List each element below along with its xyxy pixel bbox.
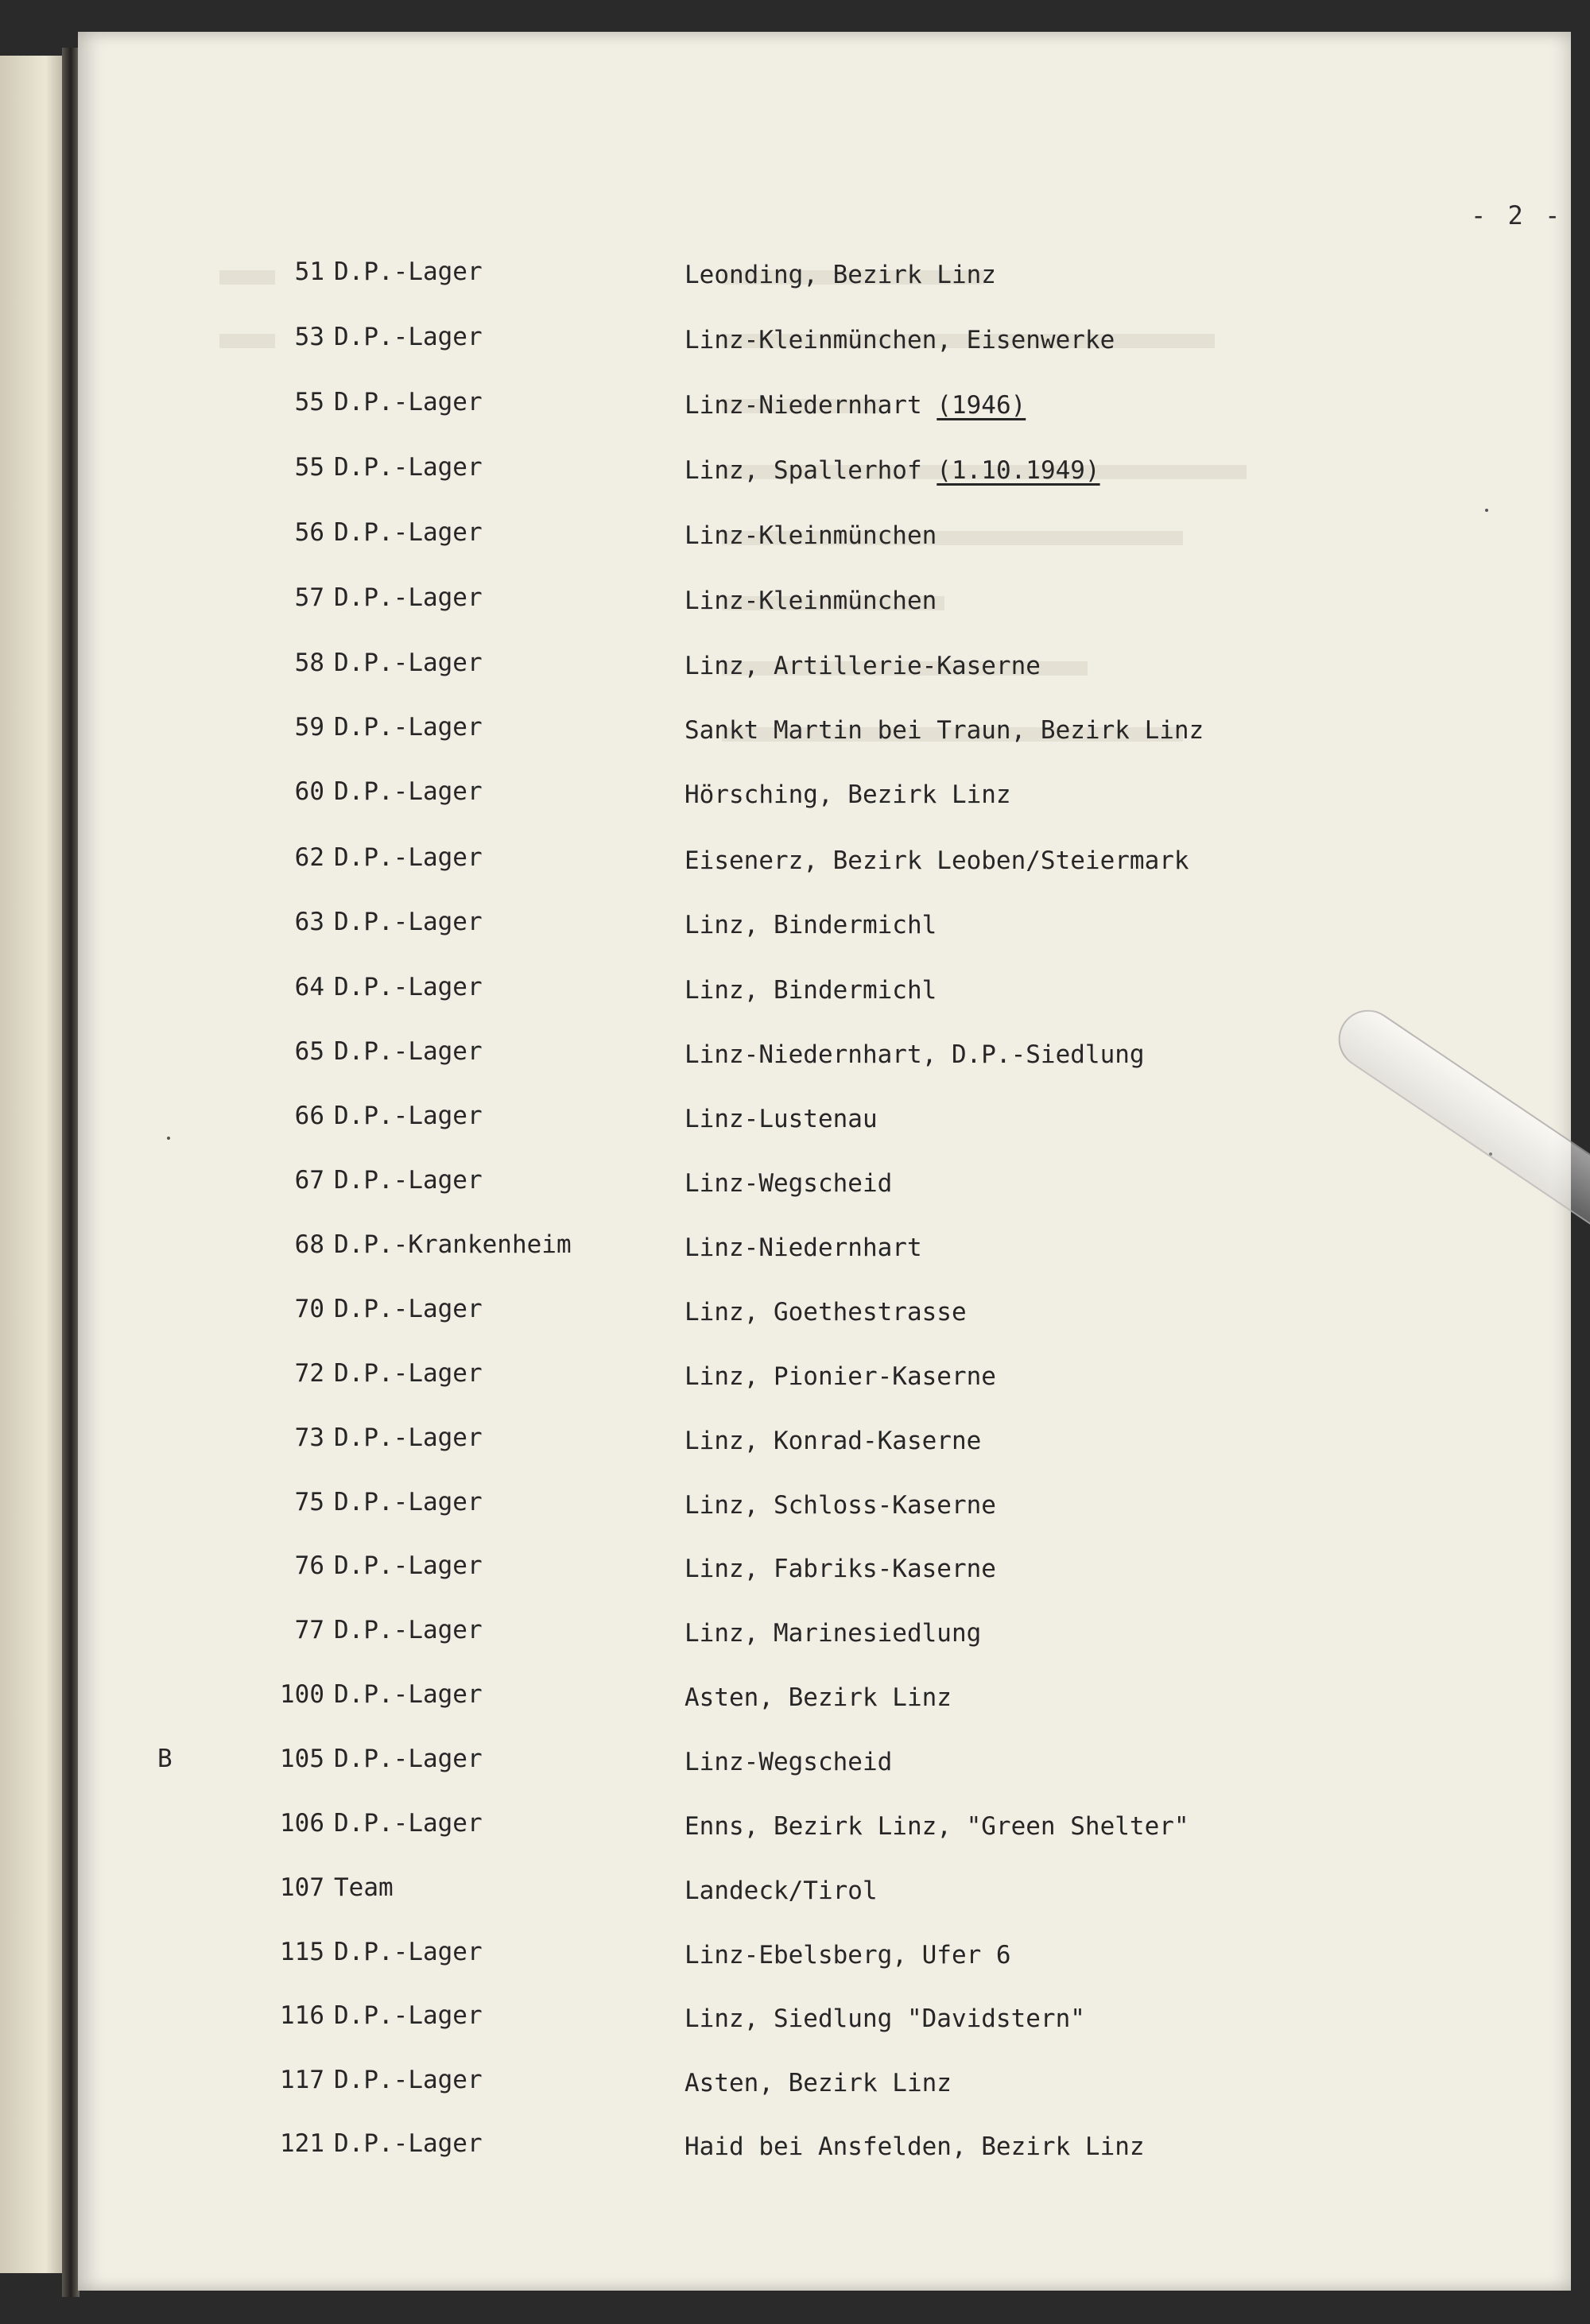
row-location (684, 1941, 1011, 1970)
row-type: D.P.-Lager (334, 973, 483, 1001)
row-mark: B (157, 1745, 173, 1773)
row-number: 60 (294, 777, 324, 806)
row-location-text: Landeck/Tirol (684, 1877, 878, 1905)
row-location (684, 1555, 996, 1583)
table-row (78, 1097, 1571, 1137)
table-row (78, 1290, 1571, 1330)
paper-speck (1485, 509, 1488, 512)
row-number: 55 (294, 388, 324, 416)
row-location-text: Linz-Wegscheid (684, 1748, 893, 1776)
row-number: 56 (294, 518, 324, 547)
table-row (78, 253, 1571, 292)
row-type: D.P.-Lager (334, 1166, 483, 1195)
row-type: D.P.-Lager (334, 453, 483, 482)
row-number: 72 (294, 1359, 324, 1388)
row-number: 75 (294, 1488, 324, 1516)
row-location (684, 1234, 922, 1262)
row-location-text: Linz-Kleinmünchen (684, 587, 937, 615)
row-type: D.P.-Lager (334, 518, 483, 547)
row-location (684, 1748, 892, 1776)
row-location (684, 716, 1204, 745)
table-row (78, 1869, 1571, 1908)
row-location-text: Linz, Fabriks-Kaserne (684, 1555, 996, 1583)
table-row (78, 1997, 1571, 2036)
row-location-text: Enns, Bezirk Linz, "Green Shelter" (684, 1812, 1189, 1841)
row-location-text: Hörsching, Bezirk Linz (684, 780, 1011, 809)
row-type: D.P.-Lager (334, 843, 483, 872)
row-number: 70 (294, 1295, 324, 1323)
row-type: Team (334, 1873, 394, 1902)
row-number: 58 (294, 649, 324, 677)
row-location (684, 1362, 996, 1391)
page-number: - 2 - (1471, 200, 1564, 230)
row-location-text: Linz, Goethestrasse (684, 1298, 967, 1327)
row-location (684, 780, 1011, 809)
row-location (684, 1877, 878, 1905)
row-location (684, 521, 937, 550)
table-row (78, 1933, 1571, 1973)
table-row (78, 1483, 1571, 1523)
row-location-text: Linz, Bindermichl (684, 976, 937, 1005)
table-row (78, 513, 1571, 553)
row-location (684, 2132, 1145, 2161)
row-type: D.P.-Lager (334, 1102, 483, 1130)
row-type: D.P.-Lager (334, 713, 483, 742)
row-type: D.P.-Lager (334, 1616, 483, 1644)
row-number: 67 (294, 1166, 324, 1195)
row-location-text: Linz-Niedernhart, D.P.-Siedlung (684, 1040, 1145, 1069)
table-row (78, 1740, 1571, 1780)
row-location-text: Linz, Artillerie-Kaserne (684, 652, 1041, 680)
row-type: D.P.-Lager (334, 1938, 483, 1966)
row-location-text: Haid bei Ansfelden, Bezirk Linz (684, 2132, 1145, 2161)
table-row (78, 644, 1571, 684)
row-type: D.P.-Lager (334, 1423, 483, 1452)
row-location-text: Linz-Niedernhart (684, 1234, 922, 1262)
row-location-text: Linz-Kleinmünchen (684, 521, 937, 550)
row-number: 55 (294, 453, 324, 482)
row-location-text: Linz, Bindermichl (684, 911, 937, 939)
row-location (684, 1491, 996, 1520)
row-location (684, 1683, 952, 1712)
row-type: D.P.-Lager (334, 323, 483, 351)
row-number: 65 (294, 1037, 324, 1066)
row-type: D.P.-Lager (334, 2001, 483, 2030)
row-number: 51 (294, 258, 324, 286)
row-location-text: Leonding, Bezirk Linz (684, 261, 996, 289)
row-type: D.P.-Lager (334, 1680, 483, 1709)
row-location-text: Linz, Spallerhof (684, 456, 922, 485)
row-location (684, 391, 1026, 420)
row-date: (1.10.1949) (937, 456, 1100, 485)
row-location-text: Linz-Wegscheid (684, 1169, 893, 1198)
row-number: 76 (294, 1551, 324, 1580)
row-location (684, 1619, 981, 1648)
row-type: D.P.-Lager (334, 1809, 483, 1838)
row-type: D.P.-Lager (334, 1488, 483, 1516)
row-number: 107 (280, 1873, 324, 1902)
row-number: 66 (294, 1102, 324, 1130)
table-row (78, 708, 1571, 748)
row-number: 77 (294, 1616, 324, 1644)
row-type: D.P.-Lager (334, 388, 483, 416)
table-row (78, 383, 1571, 423)
row-type: D.P.-Lager (334, 583, 483, 612)
row-type: D.P.-Lager (334, 777, 483, 806)
row-location (684, 1298, 967, 1327)
book-gutter (62, 48, 80, 2297)
table-row (78, 1419, 1571, 1458)
row-type: D.P.-Lager (334, 2129, 483, 2158)
table-row (78, 839, 1571, 878)
row-number: 68 (294, 1230, 324, 1259)
table-row (78, 1226, 1571, 1265)
row-location (684, 1169, 892, 1198)
row-location-text: Sankt Martin bei Traun, Bezirk Linz (684, 716, 1204, 745)
row-location (684, 1040, 1145, 1069)
row-number: 53 (294, 323, 324, 351)
paper-speck (167, 1137, 170, 1140)
row-type: D.P.-Lager (334, 1037, 483, 1066)
table-row (78, 1547, 1571, 1586)
row-location-text: Linz, Siedlung "Davidstern" (684, 2004, 1085, 2033)
row-number: 64 (294, 973, 324, 1001)
row-number: 116 (280, 2001, 324, 2030)
row-type: D.P.-Krankenheim (334, 1230, 572, 1259)
row-type: D.P.-Lager (334, 649, 483, 677)
row-location (684, 976, 937, 1005)
row-number: 117 (280, 2066, 324, 2094)
row-number: 121 (280, 2129, 324, 2158)
row-location-text: Linz-Niedernhart (684, 391, 922, 420)
row-location (684, 1812, 1189, 1841)
row-number: 73 (294, 1423, 324, 1452)
row-type: D.P.-Lager (334, 1295, 483, 1323)
row-type: D.P.-Lager (334, 258, 483, 286)
row-location-text: Linz, Schloss-Kaserne (684, 1491, 996, 1520)
table-row (78, 1161, 1571, 1201)
row-number: 105 (280, 1745, 324, 1773)
row-location (684, 326, 1115, 354)
row-type: D.P.-Lager (334, 1551, 483, 1580)
row-number: 59 (294, 713, 324, 742)
row-location-text: Linz-Lustenau (684, 1105, 878, 1133)
row-location-text: Linz, Pionier-Kaserne (684, 1362, 996, 1391)
row-location (684, 2069, 952, 2097)
row-type: D.P.-Lager (334, 1359, 483, 1388)
row-location (684, 261, 996, 289)
table-row (78, 448, 1571, 488)
row-number: 106 (280, 1809, 324, 1838)
row-location-text: Asten, Bezirk Linz (684, 1683, 952, 1712)
row-location (684, 911, 937, 939)
row-location (684, 456, 1100, 485)
table-row (78, 2061, 1571, 2101)
row-location-text: Linz-Kleinmünchen, Eisenwerke (684, 326, 1115, 354)
row-number: 63 (294, 908, 324, 936)
table-row (78, 1804, 1571, 1844)
row-location (684, 846, 1189, 875)
row-location (684, 1105, 878, 1133)
table-row (78, 318, 1571, 358)
table-row (78, 1675, 1571, 1715)
table-row (78, 968, 1571, 1008)
row-location-text: Asten, Bezirk Linz (684, 2069, 952, 2097)
table-row (78, 1611, 1571, 1651)
table-row (78, 903, 1571, 943)
table-row (78, 579, 1571, 618)
row-date: (1946) (937, 391, 1026, 420)
document-page (78, 32, 1571, 2291)
row-type: D.P.-Lager (334, 2066, 483, 2094)
row-location-text: Linz, Marinesiedlung (684, 1619, 982, 1648)
row-location (684, 652, 1041, 680)
table-row (78, 1354, 1571, 1394)
row-type: D.P.-Lager (334, 1745, 483, 1773)
row-location (684, 587, 937, 615)
row-number: 57 (294, 583, 324, 612)
facing-page-edge (0, 56, 65, 2273)
row-location-text: Eisenerz, Bezirk Leoben/Steiermark (684, 846, 1189, 875)
row-number: 115 (280, 1938, 324, 1966)
row-location-text: Linz, Konrad-Kaserne (684, 1427, 982, 1455)
row-location (684, 2004, 1085, 2033)
row-type: D.P.-Lager (334, 908, 483, 936)
row-number: 62 (294, 843, 324, 872)
row-location (684, 1427, 981, 1455)
row-number: 100 (280, 1680, 324, 1709)
row-location-text: Linz-Ebelsberg, Ufer 6 (684, 1941, 1011, 1970)
table-row (78, 773, 1571, 812)
table-row (78, 2125, 1571, 2164)
